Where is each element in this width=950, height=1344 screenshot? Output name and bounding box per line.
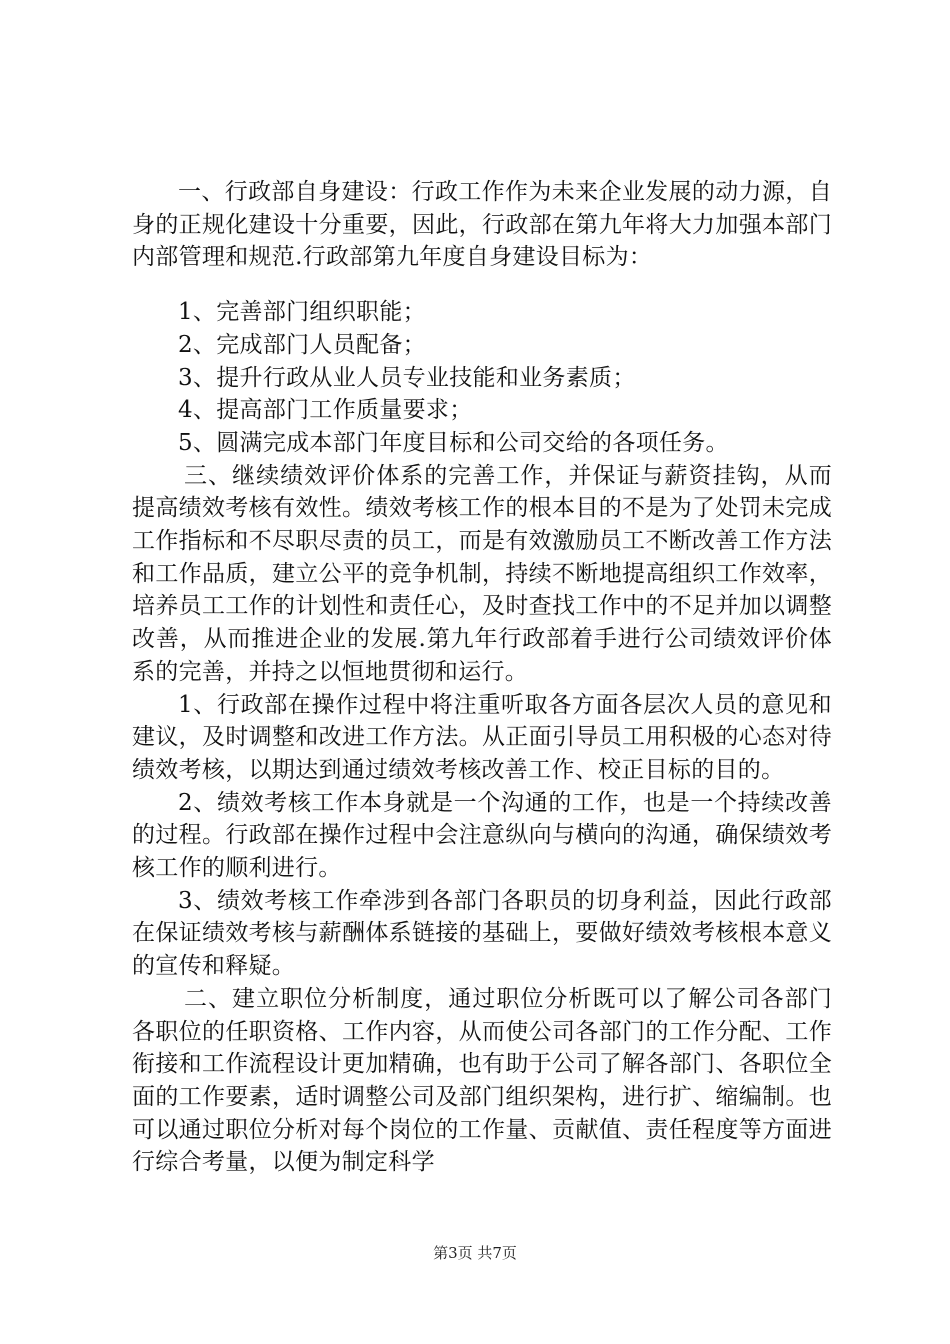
page-number-footer: 第3页 共7页: [433, 1244, 517, 1262]
list-item: 2、完成部门人员配备；: [178, 331, 426, 358]
section-three-point-1: 1、行政部在操作过程中将注重听取各方面各层次人员的意见和建议，及时调整和改进工作方法。从正面引导员工用积极的心态对待绩效考核，以期达到通过绩效考核改善工作、校正目标的目的。: [132, 691, 832, 783]
section-three-paragraph: 三、继续绩效评价体系的完善工作，并保证与薪资挂钩，从而提高绩效考核有效性。绩效考核工作的根本目的不是为了处罚未完成工作指标和不尽职尽责的员工，而是有效激励员工不断改善工作方法和工作品质，建立公平的竞争机制，持续不断地提高组织工作效率，培养员工工作的计划性和责任心，及时查找工作中的不足并加以调整改善，从而推进企业的发展.第九年行政部着手进行公司绩效评价体系的完善，并持之以恒地贯彻和运行。: [132, 462, 832, 685]
section-three-point-2: 2、绩效考核工作本身就是一个沟通的工作，也是一个持续改善的过程。行政部在操作过程中会注意纵向与横向的沟通，确保绩效考核工作的顺利进行。: [132, 789, 832, 882]
document-body: [132, 176, 832, 1179]
list-item: 3、提升行政从业人员专业技能和业务素质；: [178, 364, 636, 391]
list-item: 4、提高部门工作质量要求；: [178, 397, 473, 424]
section-three-point-3: 3、绩效考核工作牵涉到各部门各职员的切身利益，因此行政部在保证绩效考核与薪酬体系链接的基础上，要做好绩效考核根本意义的宣传和释疑。: [132, 887, 832, 980]
section-two-paragraph: 二、建立职位分析制度，通过职位分析既可以了解公司各部门各职位的任职资格、工作内容，从而使公司各部门的工作分配、工作衔接和工作流程设计更加精确，也有助于公司了解各部门、各职位全面的工作要素，适时调整公司及部门组织架构，进行扩、缩编制。也可以通过职位分析对每个岗位的工作量、贡献值、责任程度等方面进行综合考量，以便为制定科学: [132, 985, 832, 1176]
list-item: 5、圆满完成本部门年度目标和公司交给的各项任务。: [178, 429, 729, 456]
list-item: 1、完善部门组织职能；: [178, 299, 426, 326]
section-one-intro: 一、行政部自身建设：行政工作作为未来企业发展的动力源，自身的正规化建设十分重要，因此，行政部在第九年将大力加强本部门内部管理和规范.行政部第九年度自身建设目标为：: [132, 179, 832, 271]
